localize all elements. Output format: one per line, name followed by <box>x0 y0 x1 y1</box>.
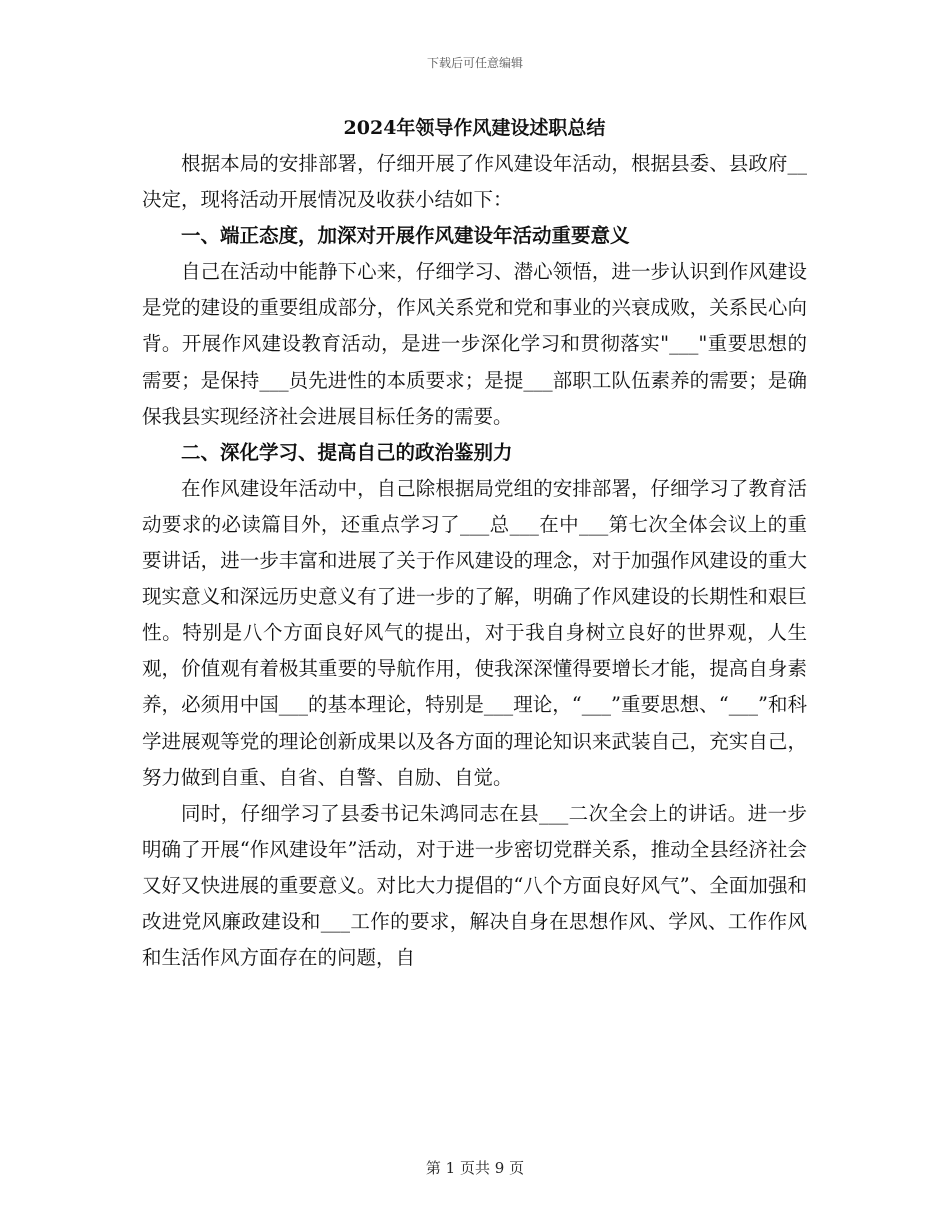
document-body <box>142 110 807 976</box>
section-2-paragraph-2: 同时，仔细学习了县委书记朱鸿同志在县___二次全会上的讲话。进一步明确了开展“作风建设年”活动，对于进一步密切党群关系，推动全县经济社会又好又快进展的重要意义。对比大力提倡的“八个方面良好风气”、全面加强和改进党风廉政建设和___工作的要求，解决自身在思想作风、学风、工作作风和生活作风方面存在的问题，自 <box>142 801 807 970</box>
intro-paragraph: 根据本局的安排部署，仔细开展了作风建设年活动，根据县委、县政府__决定，现将活动开展情况及收获小结如下： <box>142 152 807 212</box>
page-number: 第 1 页共 9 页 <box>425 1159 525 1177</box>
section-2-paragraph-1: 在作风建设年活动中，自己除根据局党组的安排部署，仔细学习了教育活动要求的必读篇目外，还重点学习了___总___在中___第七次全体会议上的重要讲话，进一步丰富和进展了关于作风建设的理念，对于加强作风建设的重大现实意义和深远历史意义有了进一步的了解，明确了作风建设的长期性和艰巨性。特别是八个方面良好风气的提出，对于我自身树立良好的世界观，人生观，价值观有着极其重要的导航作用，使我深深懂得要增长才能，提高自身素养，必须用中国___的基本理论，特别是___理论，“___”重要思想、“___”和科学进展观等党的理论创新成果以及各方面的理论知识来武装自己，充实自己，努力做到自重、自省、自警、自励、自觉。 <box>142 476 807 789</box>
section-1-heading: 一、端正态度，加深对开展作风建设年活动重要意义 <box>181 224 630 248</box>
section-2-heading: 二、深化学习、提高自己的政治鉴别力 <box>181 440 513 464</box>
document-title: 2024年领导作风建设述职总结 <box>343 117 606 139</box>
section-1-paragraph: 自己在活动中能静下心来，仔细学习、潜心领悟，进一步认识到作风建设是党的建设的重要组成部分，作风关系党和党和事业的兴衰成败，关系民心向背。开展作风建设教育活动，是进一步深化学习和贯彻落实"___"重要思想的需要；是保持___员先进性的本质要求；是提___部职工队伍素养的需要；是确保我县实现经济社会进展目标任务的需要。 <box>142 260 807 428</box>
page-header-note: 下载后可任意编辑 <box>426 56 523 70</box>
